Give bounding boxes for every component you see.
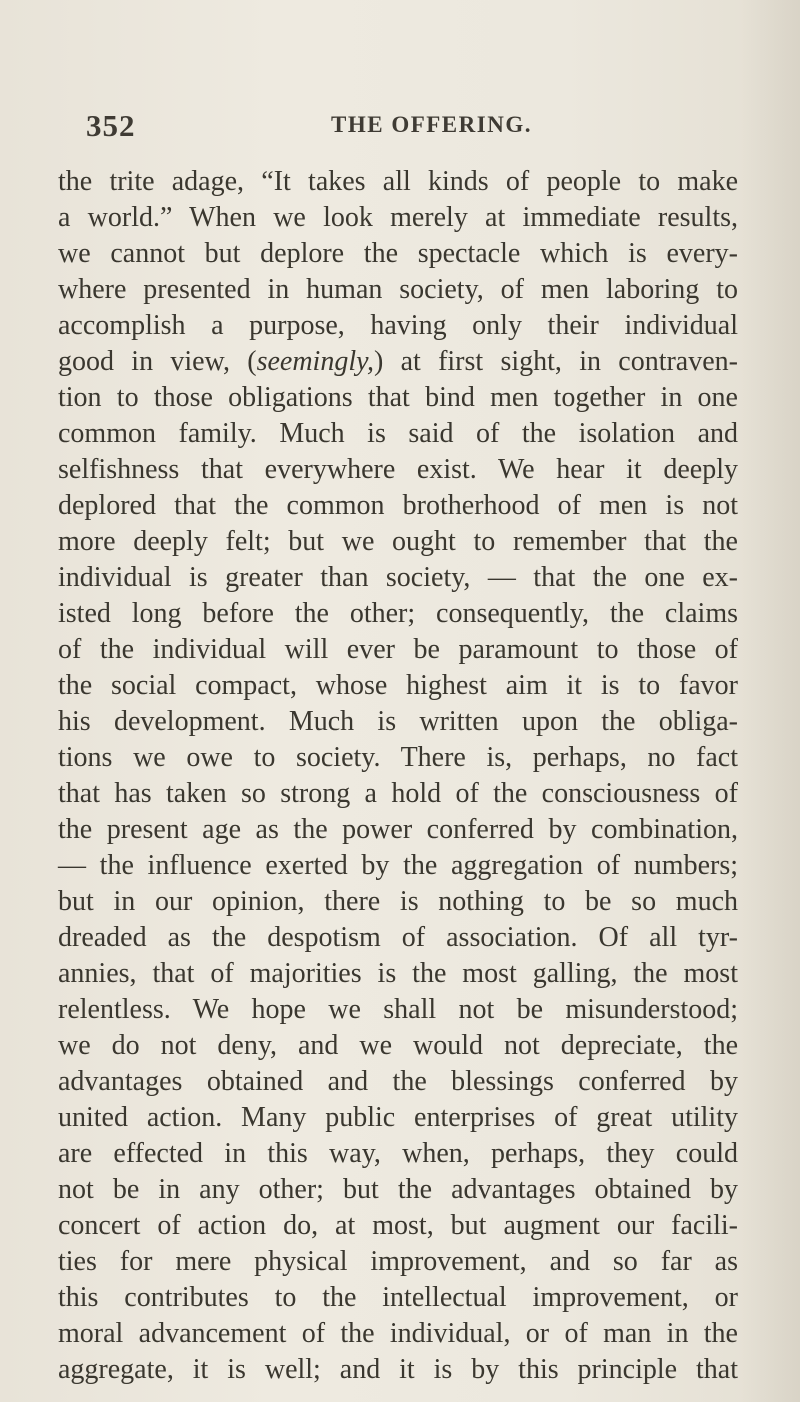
text-line: of the individual will ever be paramount to those of [58, 634, 738, 665]
text-line: tion to those obligations that bind men together in one [58, 382, 738, 413]
text-line: annies, that of majorities is the most galling, the most [58, 958, 738, 989]
text-line: isted long before the other; consequently, the claims [58, 598, 738, 629]
text-line: a world.” When we look merely at immediate results, [58, 202, 738, 233]
running-title: THE OFFERING. [331, 112, 532, 137]
text-line: we do not deny, and we would not depreciate, the [58, 1030, 738, 1061]
text-line: the present age as the power conferred by combination, [58, 814, 738, 845]
text-line: this contributes to the intellectual improvement, or [58, 1282, 738, 1313]
text-line: concert of action do, at most, but augment our facili- [58, 1210, 738, 1241]
text-line: moral advancement of the individual, or of man in the [58, 1318, 738, 1349]
page-number: 352 [86, 108, 136, 143]
text-line: selfishness that everywhere exist. We hear it deeply [58, 454, 738, 485]
text-line: ties for mere physical improvement, and so far as [58, 1246, 738, 1277]
text-line: — the influence exerted by the aggregation of numbers; [58, 850, 738, 881]
text-line: we cannot but deplore the spectacle which is every- [58, 238, 738, 269]
text-line: but in our opinion, there is nothing to be so much [58, 886, 738, 917]
running-head [86, 108, 726, 148]
text-line: aggregate, it is well; and it is by this principle that [58, 1354, 738, 1385]
text-line: tions we owe to society. There is, perhaps, no fact [58, 742, 738, 773]
text-line: the trite adage, “It takes all kinds of people to make [58, 166, 738, 197]
text-line: that has taken so strong a hold of the consciousness of [58, 778, 738, 809]
text-line: dreaded as the despotism of association. Of all tyr- [58, 922, 738, 953]
text-line: his development. Much is written upon the obliga- [58, 706, 738, 737]
text-line: advantages obtained and the blessings conferred by [58, 1066, 738, 1097]
text-fragment: ) at first sight, in contraven- [373, 346, 738, 377]
text-line: more deeply felt; but we ought to remember that the [58, 526, 738, 557]
text-fragment: good in view, ( [58, 346, 257, 377]
text-line: relentless. We hope we shall not be misunderstood; [58, 994, 738, 1025]
text-line: united action. Many public enterprises of great utility [58, 1102, 738, 1133]
text-line: individual is greater than society, — that the one ex- [58, 562, 738, 593]
text-line: the social compact, whose highest aim it is to favor [58, 670, 738, 701]
italic-word: seemingly, [256, 346, 374, 377]
body-text [58, 164, 738, 1388]
text-line: where presented in human society, of men laboring to [58, 274, 738, 305]
text-line: common family. Much is said of the isolation and [58, 418, 738, 449]
text-line: are effected in this way, when, perhaps, they could [58, 1138, 738, 1169]
text-line-mixed [58, 344, 738, 380]
text-line: not be in any other; but the advantages obtained by [58, 1174, 738, 1205]
text-line: deplored that the common brotherhood of men is not [58, 490, 738, 521]
text-line: accomplish a purpose, having only their individual [58, 310, 738, 341]
